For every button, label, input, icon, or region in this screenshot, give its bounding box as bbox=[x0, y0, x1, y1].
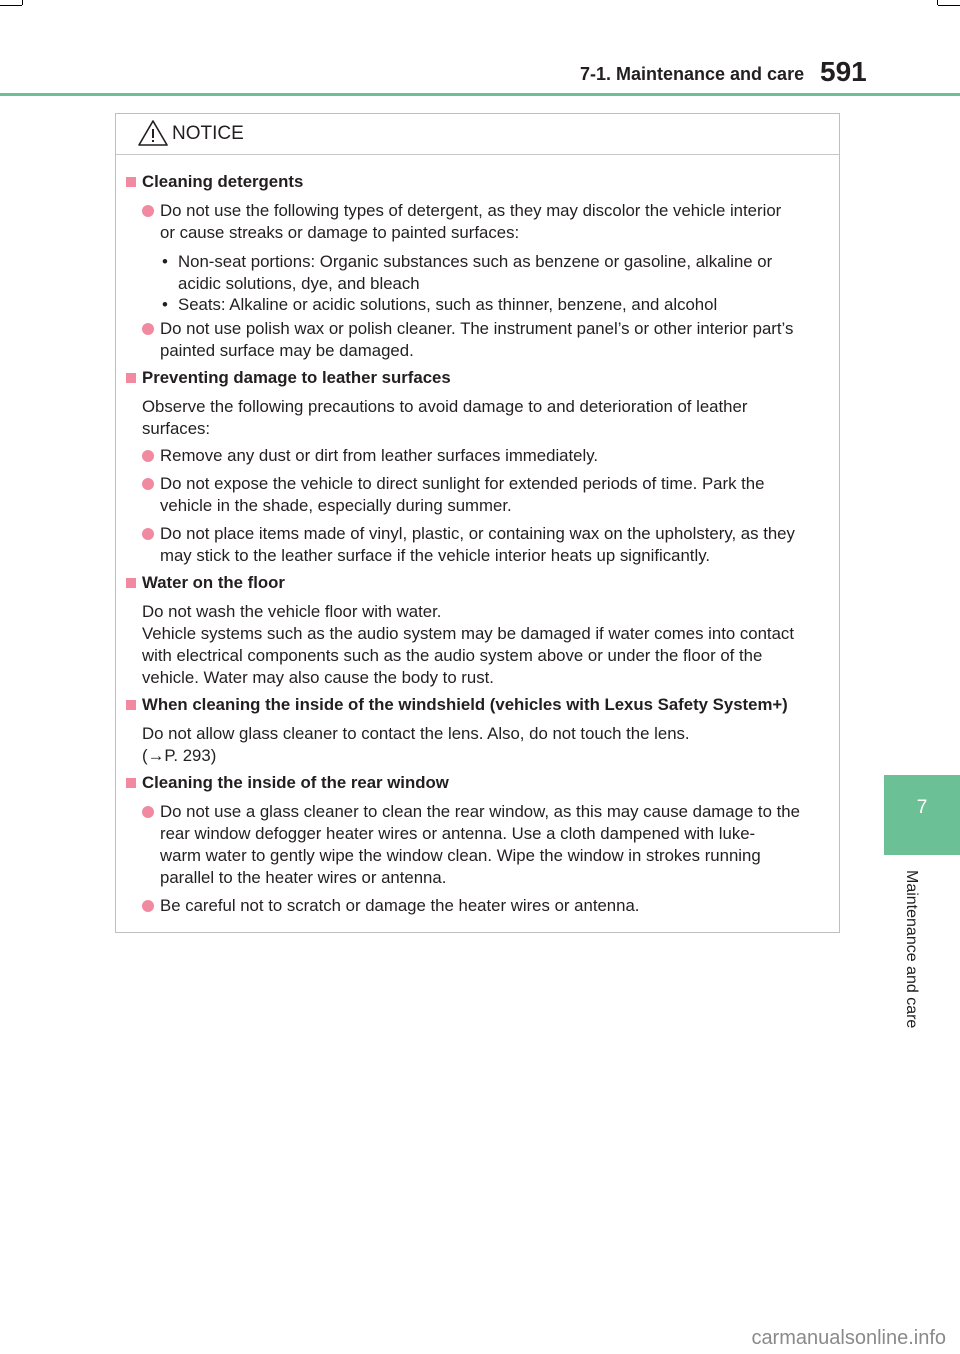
crop-mark bbox=[938, 5, 960, 6]
chapter-number: 7 bbox=[916, 797, 928, 818]
section-heading: Cleaning the inside of the rear window bbox=[142, 773, 449, 792]
bullet-dot bbox=[142, 900, 154, 912]
section-title: 7-1. Maintenance and care bbox=[580, 64, 805, 84]
crop-mark bbox=[22, 0, 23, 5]
watermark: carmanualsonline.info bbox=[751, 1327, 946, 1349]
section-bullet bbox=[126, 778, 136, 788]
chapter-label: Maintenance and care bbox=[903, 870, 920, 1029]
bullet-dot bbox=[142, 806, 154, 818]
bullet-dot bbox=[142, 450, 154, 462]
section-body: Do not wash the vehicle floor with water. Vehicle systems such as the audio system may be damaged if water comes into contact with electrical components such as the audio system above or under the floor of the vehicle. Water may also cause the body to rust. bbox=[142, 602, 794, 687]
section-bullet bbox=[126, 578, 136, 588]
section-heading: Preventing damage to leather surfaces bbox=[142, 368, 451, 387]
section-heading: When cleaning the inside of the windshield (vehicles with Lexus Safety System+) bbox=[142, 695, 788, 714]
sub-list-item: Seats: Alkaline or acidic solutions, such as thinner, benzene, and alcohol bbox=[178, 295, 718, 314]
bullet-dot bbox=[142, 205, 154, 217]
list-item: Do not expose the vehicle to direct sunlight for extended periods of time. Park the vehicle in the shade, especially during summer. bbox=[160, 474, 765, 515]
page-number: 591 bbox=[820, 56, 867, 87]
list-item: Be careful not to scratch or damage the heater wires or antenna. bbox=[160, 896, 640, 915]
chapter-tab[interactable] bbox=[884, 775, 960, 855]
sub-bullet: • bbox=[162, 252, 168, 271]
crop-mark bbox=[937, 0, 938, 5]
section-heading: Water on the floor bbox=[142, 573, 285, 592]
warning-triangle-icon bbox=[136, 118, 170, 148]
section-bullet bbox=[126, 373, 136, 383]
section-body: Do not allow glass cleaner to contact the lens. Also, do not touch the lens. (→P. 293) bbox=[142, 724, 690, 765]
list-item: Do not place items made of vinyl, plastic, or containing wax on the upholstery, as they may stick to the leather surface if the vehicle interior heats up significantly. bbox=[160, 524, 795, 565]
list-item: Do not use the following types of detergent, as they may discolor the vehicle interior or cause streaks or damage to painted surfaces: bbox=[160, 201, 782, 242]
list-item: Do not use a glass cleaner to clean the rear window, as this may cause damage to the rear window defogger heater wires or antenna. Use a cloth dampened with luke- warm water to gently wipe the window clean. Wipe the window in strokes running parallel to the heater wires or antenna. bbox=[160, 802, 800, 887]
sub-bullet: • bbox=[162, 295, 168, 314]
section-heading: Cleaning detergents bbox=[142, 172, 304, 191]
notice-header bbox=[116, 114, 839, 155]
section-intro: Observe the following precautions to avoid damage to and deterioration of leather surfaces: bbox=[142, 397, 748, 438]
list-item: Remove any dust or dirt from leather surfaces immediately. bbox=[160, 446, 599, 465]
bullet-dot bbox=[142, 478, 154, 490]
section-bullet bbox=[126, 177, 136, 187]
header-rule bbox=[0, 93, 960, 96]
section-bullet bbox=[126, 700, 136, 710]
sub-list-item: Non-seat portions: Organic substances such as benzene or gasoline, alkaline or acidic solutions, dye, and bleach bbox=[178, 252, 773, 293]
crop-mark bbox=[0, 5, 22, 6]
notice-title: NOTICE bbox=[172, 123, 244, 144]
bullet-dot bbox=[142, 528, 154, 540]
notice-box bbox=[115, 113, 840, 933]
list-item: Do not use polish wax or polish cleaner. The instrument panel’s or other interior part’s painted surface may be damaged. bbox=[160, 319, 794, 360]
bullet-dot bbox=[142, 323, 154, 335]
